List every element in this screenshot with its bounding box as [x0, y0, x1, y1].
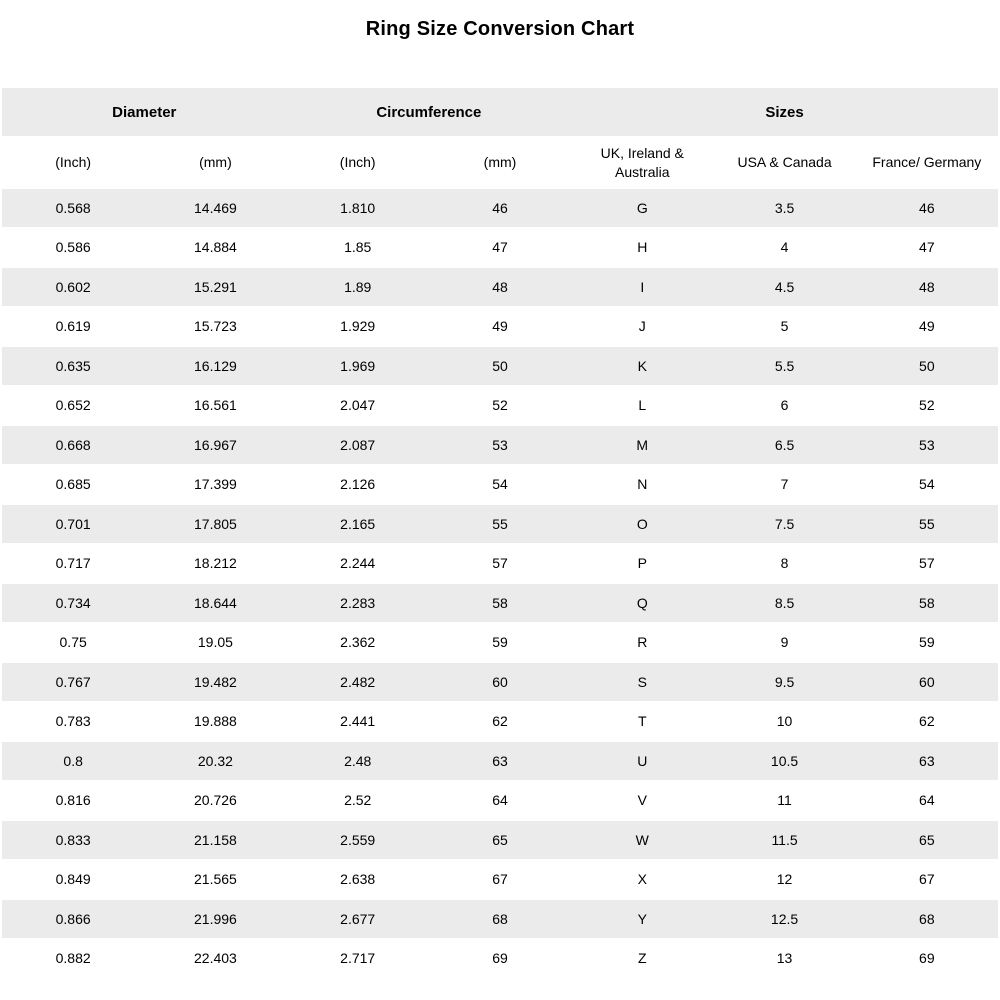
cell-diameter-inch: 0.75: [2, 624, 144, 662]
cell-diameter-inch: 0.816: [2, 782, 144, 820]
cell-diameter-inch: 0.717: [2, 545, 144, 583]
cell-circumference-inch: 2.48: [287, 742, 429, 780]
cell-circumference-mm: 46: [429, 189, 571, 227]
cell-france-size: 63: [856, 742, 998, 780]
cell-circumference-mm: 62: [429, 703, 571, 741]
cell-circumference-mm: 55: [429, 505, 571, 543]
cell-france-size: 46: [856, 189, 998, 227]
cell-circumference-inch: 2.717: [287, 940, 429, 978]
cell-circumference-inch: 2.638: [287, 861, 429, 899]
cell-uk-size: P: [571, 545, 713, 583]
cell-france-size: 62: [856, 703, 998, 741]
group-header-row: [2, 88, 998, 136]
cell-france-size: 47: [856, 229, 998, 267]
cell-usa-size: 12: [713, 861, 855, 899]
group-header-diameter: Diameter: [2, 88, 287, 136]
cell-diameter-inch: 0.833: [2, 821, 144, 859]
cell-diameter-inch: 0.8: [2, 742, 144, 780]
cell-circumference-mm: 65: [429, 821, 571, 859]
cell-uk-size: L: [571, 387, 713, 425]
cell-circumference-mm: 52: [429, 387, 571, 425]
column-header-france-germany: France/ Germany: [856, 138, 998, 187]
column-header-diameter-inch: (Inch): [2, 138, 144, 187]
cell-uk-size: W: [571, 821, 713, 859]
cell-circumference-mm: 69: [429, 940, 571, 978]
cell-diameter-mm: 16.129: [144, 347, 286, 385]
cell-usa-size: 6: [713, 387, 855, 425]
cell-france-size: 55: [856, 505, 998, 543]
cell-diameter-inch: 0.734: [2, 584, 144, 622]
cell-diameter-mm: 16.561: [144, 387, 286, 425]
cell-uk-size: T: [571, 703, 713, 741]
cell-circumference-mm: 50: [429, 347, 571, 385]
cell-usa-size: 11.5: [713, 821, 855, 859]
cell-uk-size: Q: [571, 584, 713, 622]
cell-uk-size: R: [571, 624, 713, 662]
cell-diameter-inch: 0.767: [2, 663, 144, 701]
cell-diameter-mm: 17.805: [144, 505, 286, 543]
cell-uk-size: U: [571, 742, 713, 780]
cell-france-size: 52: [856, 387, 998, 425]
cell-diameter-inch: 0.783: [2, 703, 144, 741]
cell-diameter-inch: 0.668: [2, 426, 144, 464]
cell-usa-size: 5: [713, 308, 855, 346]
cell-france-size: 68: [856, 900, 998, 938]
cell-circumference-inch: 2.126: [287, 466, 429, 504]
cell-circumference-inch: 1.810: [287, 189, 429, 227]
cell-usa-size: 4.5: [713, 268, 855, 306]
table-row: [2, 742, 998, 780]
table-row: [2, 624, 998, 662]
cell-circumference-inch: 2.165: [287, 505, 429, 543]
cell-france-size: 54: [856, 466, 998, 504]
cell-circumference-mm: 67: [429, 861, 571, 899]
cell-france-size: 48: [856, 268, 998, 306]
table-row: [2, 189, 998, 227]
cell-france-size: 59: [856, 624, 998, 662]
cell-circumference-inch: 2.482: [287, 663, 429, 701]
cell-circumference-mm: 54: [429, 466, 571, 504]
cell-usa-size: 10.5: [713, 742, 855, 780]
cell-diameter-inch: 0.568: [2, 189, 144, 227]
cell-usa-size: 7.5: [713, 505, 855, 543]
cell-diameter-mm: 18.212: [144, 545, 286, 583]
table-row: [2, 229, 998, 267]
cell-diameter-inch: 0.619: [2, 308, 144, 346]
table-row: [2, 782, 998, 820]
cell-circumference-mm: 64: [429, 782, 571, 820]
cell-usa-size: 12.5: [713, 900, 855, 938]
cell-diameter-mm: 21.996: [144, 900, 286, 938]
table-row: [2, 505, 998, 543]
cell-uk-size: S: [571, 663, 713, 701]
cell-circumference-inch: 2.559: [287, 821, 429, 859]
cell-circumference-inch: 2.087: [287, 426, 429, 464]
column-header-circumference-inch: (Inch): [287, 138, 429, 187]
cell-circumference-inch: 1.85: [287, 229, 429, 267]
cell-circumference-mm: 47: [429, 229, 571, 267]
table-row: [2, 900, 998, 938]
column-header-row: [2, 138, 998, 187]
cell-france-size: 64: [856, 782, 998, 820]
cell-usa-size: 10: [713, 703, 855, 741]
cell-uk-size: X: [571, 861, 713, 899]
column-header-uk-ireland-australia: UK, Ireland & Australia: [571, 138, 713, 187]
page-title: Ring Size Conversion Chart: [365, 18, 635, 40]
cell-circumference-inch: 2.441: [287, 703, 429, 741]
cell-usa-size: 9.5: [713, 663, 855, 701]
cell-circumference-inch: 2.047: [287, 387, 429, 425]
cell-diameter-mm: 19.888: [144, 703, 286, 741]
cell-uk-size: K: [571, 347, 713, 385]
cell-france-size: 65: [856, 821, 998, 859]
cell-usa-size: 6.5: [713, 426, 855, 464]
cell-diameter-mm: 21.565: [144, 861, 286, 899]
table-row: [2, 268, 998, 306]
cell-diameter-mm: 15.291: [144, 268, 286, 306]
table-row: [2, 861, 998, 899]
cell-diameter-mm: 20.32: [144, 742, 286, 780]
cell-diameter-mm: 19.05: [144, 624, 286, 662]
column-header-diameter-mm: (mm): [144, 138, 286, 187]
cell-diameter-mm: 14.884: [144, 229, 286, 267]
cell-uk-size: H: [571, 229, 713, 267]
cell-usa-size: 8.5: [713, 584, 855, 622]
cell-france-size: 69: [856, 940, 998, 978]
cell-uk-size: M: [571, 426, 713, 464]
cell-circumference-mm: 59: [429, 624, 571, 662]
cell-diameter-inch: 0.849: [2, 861, 144, 899]
cell-usa-size: 8: [713, 545, 855, 583]
table-row: [2, 426, 998, 464]
cell-circumference-inch: 1.89: [287, 268, 429, 306]
cell-france-size: 67: [856, 861, 998, 899]
cell-circumference-mm: 49: [429, 308, 571, 346]
cell-diameter-inch: 0.866: [2, 900, 144, 938]
cell-diameter-inch: 0.586: [2, 229, 144, 267]
cell-circumference-mm: 68: [429, 900, 571, 938]
cell-circumference-inch: 2.362: [287, 624, 429, 662]
cell-circumference-mm: 60: [429, 663, 571, 701]
cell-diameter-inch: 0.701: [2, 505, 144, 543]
cell-france-size: 53: [856, 426, 998, 464]
table-row: [2, 347, 998, 385]
column-header-circumference-mm: (mm): [429, 138, 571, 187]
table-row: [2, 545, 998, 583]
cell-circumference-inch: 1.929: [287, 308, 429, 346]
cell-uk-size: Z: [571, 940, 713, 978]
cell-uk-size: G: [571, 189, 713, 227]
cell-circumference-inch: 2.677: [287, 900, 429, 938]
cell-usa-size: 11: [713, 782, 855, 820]
group-header-circumference: Circumference: [287, 88, 572, 136]
cell-france-size: 50: [856, 347, 998, 385]
cell-france-size: 49: [856, 308, 998, 346]
cell-uk-size: N: [571, 466, 713, 504]
cell-diameter-inch: 0.602: [2, 268, 144, 306]
cell-usa-size: 5.5: [713, 347, 855, 385]
cell-diameter-mm: 14.469: [144, 189, 286, 227]
cell-circumference-mm: 57: [429, 545, 571, 583]
table-row: [2, 821, 998, 859]
cell-circumference-mm: 53: [429, 426, 571, 464]
cell-usa-size: 9: [713, 624, 855, 662]
cell-usa-size: 13: [713, 940, 855, 978]
cell-circumference-mm: 58: [429, 584, 571, 622]
cell-diameter-mm: 17.399: [144, 466, 286, 504]
cell-france-size: 60: [856, 663, 998, 701]
column-header-usa-canada: USA & Canada: [713, 138, 855, 187]
cell-diameter-inch: 0.882: [2, 940, 144, 978]
ring-size-table: [2, 86, 998, 979]
cell-france-size: 57: [856, 545, 998, 583]
cell-diameter-inch: 0.652: [2, 387, 144, 425]
cell-diameter-mm: 19.482: [144, 663, 286, 701]
table-header: [2, 88, 998, 187]
table-row: [2, 466, 998, 504]
cell-circumference-inch: 1.969: [287, 347, 429, 385]
cell-circumference-inch: 2.52: [287, 782, 429, 820]
cell-diameter-inch: 0.635: [2, 347, 144, 385]
cell-usa-size: 3.5: [713, 189, 855, 227]
cell-diameter-mm: 16.967: [144, 426, 286, 464]
cell-circumference-mm: 63: [429, 742, 571, 780]
cell-diameter-inch: 0.685: [2, 466, 144, 504]
cell-uk-size: O: [571, 505, 713, 543]
group-header-sizes: Sizes: [571, 88, 998, 136]
table-body: [2, 189, 998, 977]
table-row: [2, 703, 998, 741]
table-row: [2, 308, 998, 346]
cell-diameter-mm: 22.403: [144, 940, 286, 978]
cell-circumference-inch: 2.283: [287, 584, 429, 622]
cell-circumference-mm: 48: [429, 268, 571, 306]
cell-uk-size: I: [571, 268, 713, 306]
table-row: [2, 387, 998, 425]
table-row: [2, 584, 998, 622]
cell-circumference-inch: 2.244: [287, 545, 429, 583]
cell-france-size: 58: [856, 584, 998, 622]
cell-usa-size: 4: [713, 229, 855, 267]
cell-uk-size: V: [571, 782, 713, 820]
cell-usa-size: 7: [713, 466, 855, 504]
table-row: [2, 940, 998, 978]
cell-diameter-mm: 18.644: [144, 584, 286, 622]
table-row: [2, 663, 998, 701]
cell-uk-size: Y: [571, 900, 713, 938]
cell-diameter-mm: 15.723: [144, 308, 286, 346]
cell-diameter-mm: 20.726: [144, 782, 286, 820]
cell-diameter-mm: 21.158: [144, 821, 286, 859]
cell-uk-size: J: [571, 308, 713, 346]
